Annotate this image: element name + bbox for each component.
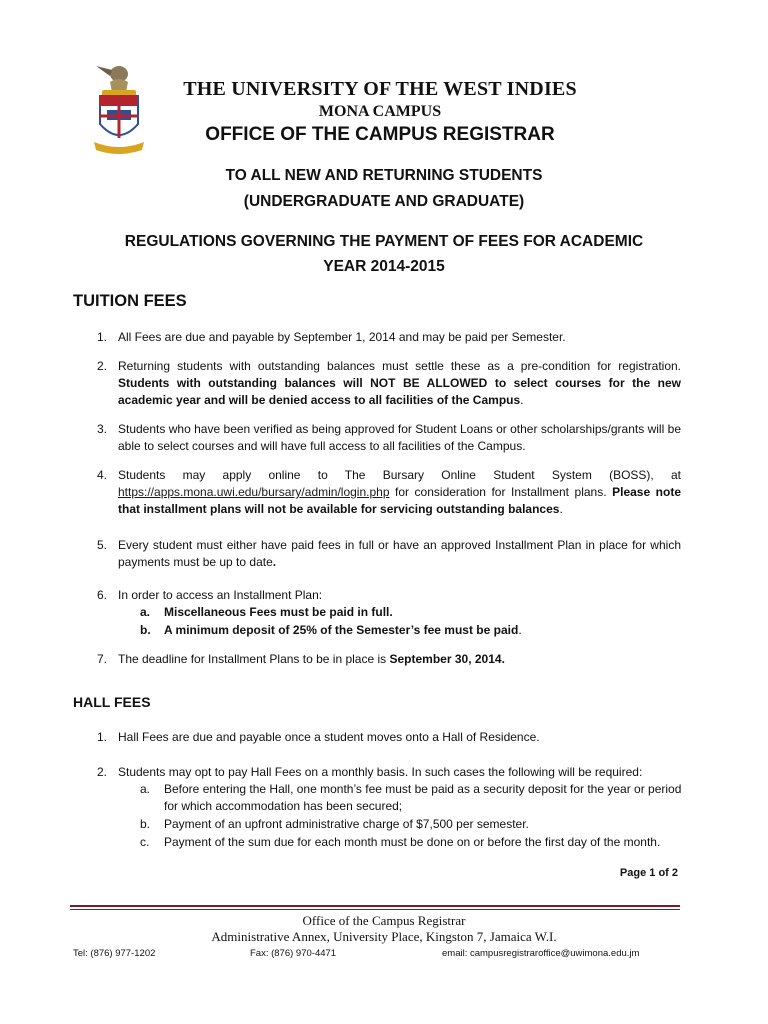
page-number: Page 1 of 2 [619, 867, 678, 879]
item-text: Hall Fees are due and payable once a student moves onto a Hall of Residence. [118, 730, 540, 744]
item-text-after: for consideration for Installment plans. [389, 485, 607, 499]
footer-rule-thin [70, 909, 680, 910]
tuition-heading: TUITION FEES [73, 292, 187, 310]
item-number: 1. [97, 730, 108, 744]
audience-line-2: (UNDERGRADUATE AND GRADUATE) [243, 193, 525, 210]
list-item [97, 587, 681, 604]
footer-rule [70, 905, 680, 907]
item-text: Every student must either have paid fees in full or have an approved Installment Plan in place for which payments must be up to date [118, 538, 681, 569]
sub-letter: a. [140, 782, 151, 796]
item-end: . [520, 393, 524, 407]
list-item [97, 729, 681, 746]
item-text: In order to access an Installment Plan: [118, 588, 323, 602]
item-number: 2. [97, 359, 108, 373]
hall-heading: HALL FEES [73, 694, 151, 710]
audience-line-1: TO ALL NEW AND RETURNING STUDENTS [225, 167, 543, 184]
item-number: 1. [97, 330, 108, 344]
list-item [97, 764, 681, 781]
footer-address: Administrative Annex, University Place, Kingston 7, Jamaica W.I. [211, 929, 557, 944]
item-number: 7. [97, 652, 108, 666]
item-bold-text: Please note that installment plans will not be available for servicing outstanding balances [118, 485, 681, 516]
sub-text: Miscellaneous Fees must be paid in full. [164, 605, 393, 619]
list-item [97, 358, 681, 409]
item-text: The deadline for Installment Plans to be in place is [118, 652, 387, 666]
sub-item [140, 816, 685, 833]
sub-text: Payment of the sum due for each month must be done on or before the first day of the month. [164, 835, 661, 849]
item-number: 4. [97, 468, 108, 482]
list-item [97, 537, 681, 571]
sub-item [140, 781, 685, 815]
campus-name: MONA CAMPUS [318, 103, 442, 120]
sub-letter: b. [140, 623, 151, 637]
footer-fax: Fax: (876) 970-4471 [250, 948, 337, 959]
sub-item [140, 834, 685, 851]
list-item [97, 421, 681, 455]
sub-letter: b. [140, 817, 151, 831]
item-number: 5. [97, 538, 108, 552]
item-text: Returning students with outstanding balances must settle these as a pre-condition for registration. [118, 359, 681, 373]
regulations-title-1: REGULATIONS GOVERNING THE PAYMENT OF FEES FOR ACADEMIC [124, 233, 644, 250]
regulations-title-2: YEAR 2014-2015 [323, 258, 445, 275]
sub-text: A minimum deposit of 25% of the Semester’s fee must be paid [164, 623, 519, 637]
boss-link[interactable]: https://apps.mona.uwi.edu/bursary/admin/login.php [118, 485, 390, 499]
sub-item [140, 604, 685, 621]
list-item [97, 329, 681, 346]
sub-end: . [518, 623, 522, 637]
university-crest-icon [90, 60, 148, 156]
sub-text: Before entering the Hall, one month’s fee must be paid as a security deposit for the year or period for which accommodation has been secured; [164, 782, 682, 813]
item-end: . [272, 555, 277, 569]
sub-letter: a. [140, 605, 151, 619]
footer-tel: Tel: (876) 977-1202 [73, 948, 156, 959]
item-text: All Fees are due and payable by September 1, 2014 and may be paid per Semester. [118, 330, 566, 344]
sub-item [140, 622, 685, 639]
item-bold-text: Students with outstanding balances will NOT BE ALLOWED to select courses for the new academic year and will be denied access to all facilities of the Campus [118, 376, 681, 407]
list-item [97, 651, 681, 668]
item-text: Students may opt to pay Hall Fees on a monthly basis. In such cases the following will be required: [118, 765, 643, 779]
item-bold-text: September 30, 2014. [389, 652, 505, 666]
item-end: . [559, 502, 563, 516]
footer-email[interactable]: email: campusregistraroffice@uwimona.edu.jm [442, 948, 640, 959]
office-title: OFFICE OF THE CAMPUS REGISTRAR [205, 124, 555, 145]
item-text: Students who have been verified as being approved for Student Loans or other scholarships/grants will be able to select courses and will have full access to all facilities of the Campus. [118, 422, 681, 453]
list-item [97, 467, 681, 518]
item-number: 6. [97, 588, 108, 602]
item-text: Students may apply online to The Bursary Online Student System (BOSS), at [118, 468, 681, 482]
item-number: 2. [97, 765, 108, 779]
item-number: 3. [97, 422, 108, 436]
sub-letter: c. [140, 835, 150, 849]
footer-office: Office of the Campus Registrar [302, 913, 466, 928]
sub-text: Payment of an upfront administrative charge of $7,500 per semester. [164, 817, 529, 831]
university-name: THE UNIVERSITY OF THE WEST INDIES [183, 78, 577, 100]
